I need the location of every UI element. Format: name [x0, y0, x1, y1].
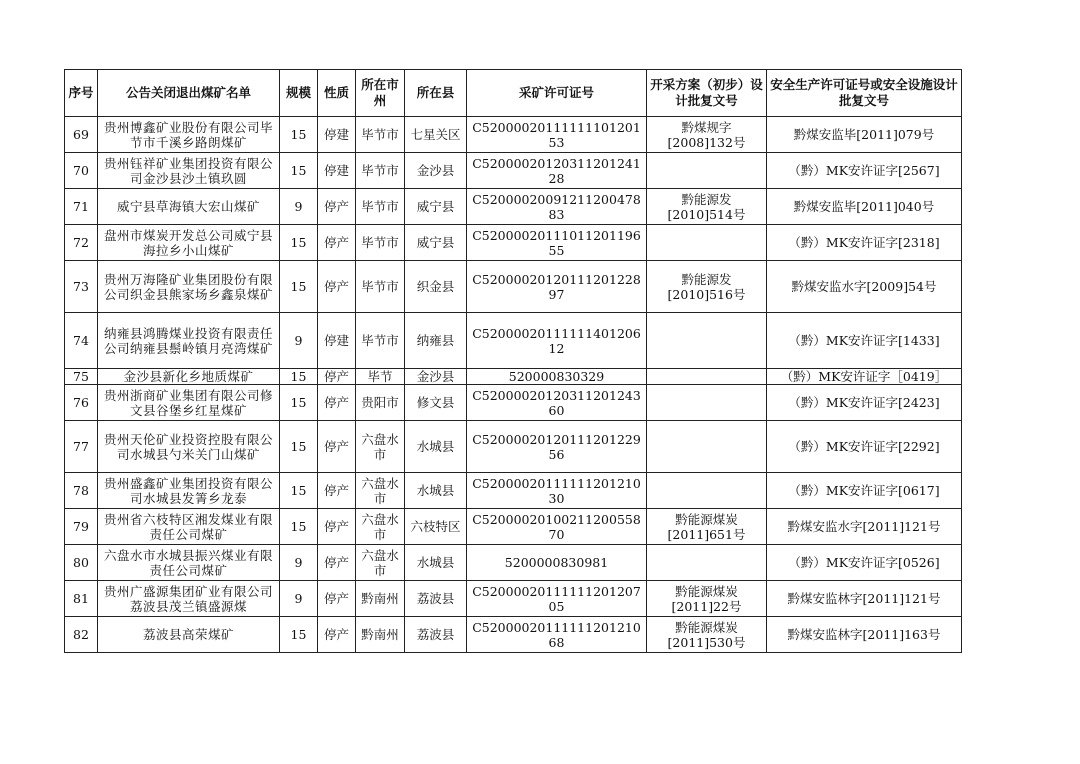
header-plan: 开采方案（初步）设计批复文号 — [647, 70, 767, 117]
cell-safety-approval: （黔）MK安许证字[1433] — [767, 313, 962, 369]
table-body — [65, 117, 962, 653]
cell-nature: 停产 — [318, 261, 356, 313]
cell-nature: 停产 — [318, 189, 356, 225]
cell-safety-approval: 黔煤安监林字[2011]163号 — [767, 617, 962, 653]
cell-license: C5200002011111110120153 — [467, 117, 647, 153]
cell-nature: 停建 — [318, 313, 356, 369]
cell-license: C5200002011111140120612 — [467, 313, 647, 369]
cell-city: 六盘水市 — [356, 545, 405, 581]
cell-license: C5200002012031120124128 — [467, 153, 647, 189]
cell-plan-approval — [647, 153, 767, 189]
cell-county: 织金县 — [405, 261, 467, 313]
cell-plan-approval: 黔能源煤炭[2011]651号 — [647, 509, 767, 545]
cell-safety-approval: （黔）MK安许证字[2423] — [767, 385, 962, 421]
cell-county: 六枝特区 — [405, 509, 467, 545]
table-row — [65, 189, 962, 225]
cell-scale: 15 — [280, 509, 318, 545]
cell-mine-name: 盘州市煤炭开发总公司威宁县海拉乡小山煤矿 — [98, 225, 280, 261]
cell-scale: 15 — [280, 473, 318, 509]
cell-plan-approval — [647, 385, 767, 421]
cell-seq: 82 — [65, 617, 98, 653]
cell-mine-name: 六盘水市水城县振兴煤业有限责任公司煤矿 — [98, 545, 280, 581]
cell-mine-name: 荔波县高荣煤矿 — [98, 617, 280, 653]
cell-county: 威宁县 — [405, 189, 467, 225]
cell-nature: 停产 — [318, 385, 356, 421]
cell-scale: 15 — [280, 385, 318, 421]
cell-plan-approval — [647, 225, 767, 261]
cell-county: 荔波县 — [405, 617, 467, 653]
cell-nature: 停产 — [318, 421, 356, 473]
cell-city: 毕节 — [356, 369, 405, 385]
header-seq: 序号 — [65, 70, 98, 117]
cell-scale: 15 — [280, 117, 318, 153]
header-county: 所在县 — [405, 70, 467, 117]
cell-seq: 80 — [65, 545, 98, 581]
cell-plan-approval: 黔能源煤炭[2011]22号 — [647, 581, 767, 617]
cell-seq: 78 — [65, 473, 98, 509]
cell-scale: 15 — [280, 369, 318, 385]
cell-county: 水城县 — [405, 545, 467, 581]
table-row — [65, 225, 962, 261]
cell-city: 六盘水市 — [356, 473, 405, 509]
table-row — [65, 117, 962, 153]
cell-county: 金沙县 — [405, 369, 467, 385]
header-name: 公告关闭退出煤矿名单 — [98, 70, 280, 117]
cell-mine-name: 贵州广盛源集团矿业有限公司荔波县茂兰镇盛源煤 — [98, 581, 280, 617]
cell-safety-approval: （黔）MK安许证字[2567] — [767, 153, 962, 189]
cell-seq: 72 — [65, 225, 98, 261]
cell-plan-approval: 黔能源煤炭[2011]530号 — [647, 617, 767, 653]
cell-seq: 76 — [65, 385, 98, 421]
table-row — [65, 261, 962, 313]
cell-safety-approval: （黔）MK安许证字［0419］ — [767, 369, 962, 385]
cell-safety-approval: 黔煤安监毕[2011]079号 — [767, 117, 962, 153]
cell-scale: 15 — [280, 225, 318, 261]
cell-nature: 停产 — [318, 617, 356, 653]
cell-county: 金沙县 — [405, 153, 467, 189]
cell-mine-name: 贵州盛鑫矿业集团投资有限公司水城县发箐乡龙泰 — [98, 473, 280, 509]
cell-license: C5200002011111120121068 — [467, 617, 647, 653]
cell-county: 修文县 — [405, 385, 467, 421]
cell-plan-approval: 黔能源发[2010]514号 — [647, 189, 767, 225]
cell-seq: 74 — [65, 313, 98, 369]
cell-mine-name: 威宁县草海镇大宏山煤矿 — [98, 189, 280, 225]
cell-plan-approval — [647, 369, 767, 385]
cell-city: 贵阳市 — [356, 385, 405, 421]
cell-city: 毕节市 — [356, 189, 405, 225]
cell-seq: 77 — [65, 421, 98, 473]
cell-city: 黔南州 — [356, 617, 405, 653]
cell-city: 毕节市 — [356, 153, 405, 189]
cell-safety-approval: 黔煤安监水字[2009]54号 — [767, 261, 962, 313]
cell-mine-name: 贵州省六枝特区湘发煤业有限责任公司煤矿 — [98, 509, 280, 545]
cell-seq: 73 — [65, 261, 98, 313]
cell-plan-approval: 黔煤规字[2008]132号 — [647, 117, 767, 153]
header-safety: 安全生产许可证号或安全设施设计批复文号 — [767, 70, 962, 117]
cell-license: C5200002010021120055870 — [467, 509, 647, 545]
cell-scale: 9 — [280, 545, 318, 581]
cell-license: 5200000830981 — [467, 545, 647, 581]
cell-safety-approval: （黔）MK安许证字[2292] — [767, 421, 962, 473]
table-row — [65, 313, 962, 369]
cell-city: 毕节市 — [356, 117, 405, 153]
table-row — [65, 421, 962, 473]
cell-safety-approval: 黔煤安监水字[2011]121号 — [767, 509, 962, 545]
cell-mine-name: 贵州天伦矿业投资控股有限公司水城县勺米关门山煤矿 — [98, 421, 280, 473]
cell-nature: 停产 — [318, 369, 356, 385]
cell-nature: 停产 — [318, 545, 356, 581]
cell-city: 六盘水市 — [356, 421, 405, 473]
cell-nature: 停产 — [318, 473, 356, 509]
cell-license: C5200002011101120119655 — [467, 225, 647, 261]
header-nature: 性质 — [318, 70, 356, 117]
table-row — [65, 545, 962, 581]
cell-county: 水城县 — [405, 473, 467, 509]
table-row — [65, 509, 962, 545]
table-row — [65, 369, 962, 385]
cell-scale: 15 — [280, 617, 318, 653]
cell-mine-name: 金沙县新化乡地质煤矿 — [98, 369, 280, 385]
cell-county: 荔波县 — [405, 581, 467, 617]
cell-scale: 9 — [280, 581, 318, 617]
cell-plan-approval — [647, 473, 767, 509]
cell-mine-name: 贵州钰祥矿业集团投资有限公司金沙县沙土镇玖圆 — [98, 153, 280, 189]
cell-nature: 停产 — [318, 581, 356, 617]
cell-scale: 15 — [280, 421, 318, 473]
cell-license: C5200002012031120124360 — [467, 385, 647, 421]
cell-city: 黔南州 — [356, 581, 405, 617]
cell-license: C5200002012011120122897 — [467, 261, 647, 313]
cell-license: C5200002009121120047883 — [467, 189, 647, 225]
cell-scale: 9 — [280, 189, 318, 225]
cell-mine-name: 贵州万海隆矿业集团股份有限公司织金县熊家场乡鑫泉煤矿 — [98, 261, 280, 313]
cell-safety-approval: （黔）MK安许证字[2318] — [767, 225, 962, 261]
cell-nature: 停建 — [318, 117, 356, 153]
cell-city: 毕节市 — [356, 313, 405, 369]
cell-seq: 69 — [65, 117, 98, 153]
table-row — [65, 581, 962, 617]
header-row — [65, 70, 962, 117]
closed-mines-table — [64, 69, 962, 653]
cell-plan-approval: 黔能源发[2010]516号 — [647, 261, 767, 313]
cell-city: 毕节市 — [356, 225, 405, 261]
cell-license: 520000830329 — [467, 369, 647, 385]
cell-license: C5200002011111120120705 — [467, 581, 647, 617]
header-license: 采矿许可证号 — [467, 70, 647, 117]
cell-seq: 81 — [65, 581, 98, 617]
cell-plan-approval — [647, 421, 767, 473]
cell-county: 七星关区 — [405, 117, 467, 153]
cell-nature: 停建 — [318, 153, 356, 189]
cell-seq: 79 — [65, 509, 98, 545]
cell-safety-approval: 黔煤安监毕[2011]040号 — [767, 189, 962, 225]
cell-safety-approval: 黔煤安监林字[2011]121号 — [767, 581, 962, 617]
cell-mine-name: 纳雍县鸿腾煤业投资有限责任公司纳雍县鬃岭镇月亮湾煤矿 — [98, 313, 280, 369]
cell-nature: 停产 — [318, 225, 356, 261]
cell-scale: 15 — [280, 261, 318, 313]
table-row — [65, 153, 962, 189]
table-row — [65, 617, 962, 653]
cell-county: 水城县 — [405, 421, 467, 473]
cell-county: 纳雍县 — [405, 313, 467, 369]
cell-plan-approval — [647, 313, 767, 369]
cell-safety-approval: （黔）MK安许证字[0617] — [767, 473, 962, 509]
cell-nature: 停产 — [318, 509, 356, 545]
cell-plan-approval — [647, 545, 767, 581]
cell-license: C5200002012011120122956 — [467, 421, 647, 473]
cell-license: C5200002011111120121030 — [467, 473, 647, 509]
header-city: 所在市州 — [356, 70, 405, 117]
cell-city: 六盘水市 — [356, 509, 405, 545]
cell-scale: 15 — [280, 153, 318, 189]
cell-seq: 70 — [65, 153, 98, 189]
table-row — [65, 385, 962, 421]
cell-safety-approval: （黔）MK安许证字[0526] — [767, 545, 962, 581]
cell-mine-name: 贵州浙商矿业集团有限公司修文县谷堡乡红星煤矿 — [98, 385, 280, 421]
cell-city: 毕节市 — [356, 261, 405, 313]
cell-scale: 9 — [280, 313, 318, 369]
cell-seq: 71 — [65, 189, 98, 225]
table-row — [65, 473, 962, 509]
cell-seq: 75 — [65, 369, 98, 385]
cell-mine-name: 贵州博鑫矿业股份有限公司毕节市千溪乡路朗煤矿 — [98, 117, 280, 153]
cell-county: 威宁县 — [405, 225, 467, 261]
header-scale: 规模 — [280, 70, 318, 117]
